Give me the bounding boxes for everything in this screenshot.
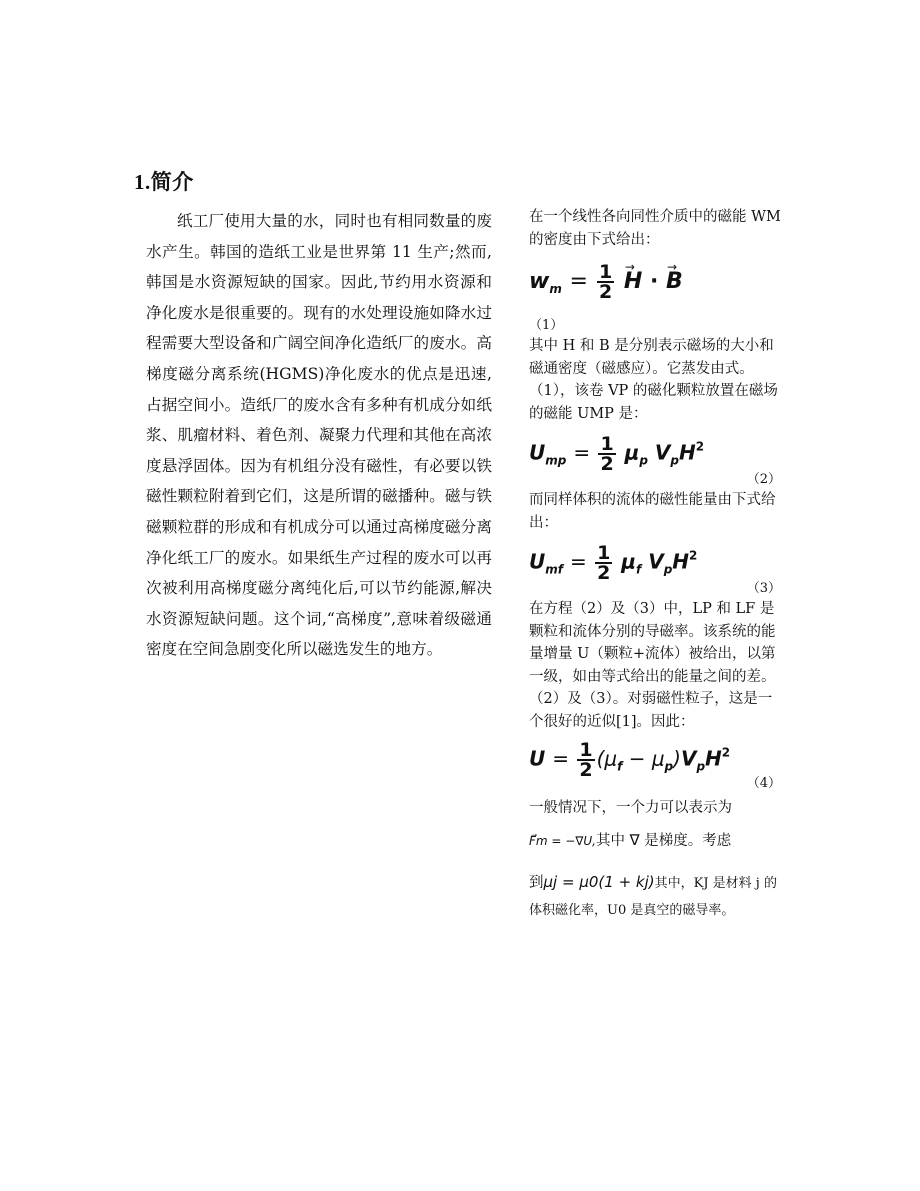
paragraph-magnetic-particle: 其中 H 和 B 是分别表示磁场的大小和磁通密度（磁感应）。它蒸发由式。（1），该卷 VP 的磁化颗粒放置在磁场的磁能 UMP 是： (529, 338, 778, 422)
eq1-vector-h: → H (624, 271, 642, 294)
eq3-num: 1 (597, 542, 611, 564)
paragraph-force-expression (529, 826, 781, 855)
eq1-lhs-sub: m (549, 282, 562, 296)
eq3-mu: μ (621, 549, 636, 574)
equation-3: $U_{mf}$ = $\frac{1}{2}$ $\mu_f$ $V_pH^2$ (529, 542, 698, 584)
eq2-mu: μ (624, 440, 640, 465)
equation-1: $w_m$ = $\frac{1}{2}$ → H · → B (529, 263, 781, 307)
force-expression: F⃗m = −∇U, (529, 833, 596, 848)
eq4-minus: − μ (622, 746, 665, 771)
eq3-lhs: U (529, 549, 546, 574)
force-text-a: 一般情况下，一个力可以表示为 (529, 800, 732, 816)
eq1-den: 2 (598, 281, 613, 303)
eq4-den: 2 (579, 759, 593, 781)
paragraph-force (529, 797, 781, 820)
eq2-v-sub: p (670, 453, 679, 468)
eq3-mu-sub: f (636, 562, 642, 577)
equation-3-number: （3） (746, 581, 781, 596)
eq3-lhs-sub: mf (545, 562, 563, 577)
permeability-text-a: 到 (529, 874, 544, 891)
eq3-h: H (672, 549, 690, 574)
eq3-den: 2 (597, 562, 611, 584)
eq2-v: V (654, 440, 671, 465)
permeability-expression: μj = μ0(1 + kj) (543, 872, 655, 891)
eq4-h: H (705, 746, 722, 771)
eq1-vector-b: → B (666, 271, 683, 294)
eq4-close: ) (673, 746, 681, 771)
nabla-symbol: ∇ (629, 830, 640, 849)
eq2-h: H (679, 440, 696, 465)
eq4-num: 1 (579, 739, 593, 761)
left-column (146, 206, 492, 665)
force-text-c: 是梯度。考虑 (644, 832, 732, 849)
eq4-v: V (680, 746, 697, 771)
eq1-fraction (597, 263, 614, 301)
eq3-v-sub: p (663, 562, 673, 577)
eq3-v: V (648, 549, 664, 574)
eq4-mu-p-sub: p (664, 759, 674, 774)
eq2-lhs-sub: mp (545, 453, 567, 468)
eq4-mu-f-sub: f (617, 759, 623, 774)
right-column (529, 206, 781, 924)
section-heading: 1.简介 (134, 170, 194, 194)
paragraph-fluid-energy: 而同样体积的流体的磁性能量由下式给出： (529, 492, 776, 531)
eq4-open: (μ (596, 746, 618, 771)
equation-4: U = $\frac{1}{2}$ $(\mu_f - \mu_p)V_pH^2$ (529, 739, 731, 781)
eq1-lhs: w (529, 269, 550, 294)
eq4-v-sub: p (696, 759, 706, 774)
equation-2: $U_{mp}$ = $\frac{1}{2}$ $\mu_p$ $V_pH^2$ (529, 433, 705, 475)
paragraph-energy-density: 在一个线性各向同性介质中的磁能 WM 的密度由下式给出： (529, 209, 781, 248)
eq2-mu-sub: p (639, 453, 648, 468)
eq3-fraction (595, 544, 612, 582)
eq2-num: 1 (600, 433, 614, 455)
eq2-lhs: U (529, 440, 546, 465)
eq4-fraction (577, 741, 594, 779)
equation-1-number: （1） (529, 318, 564, 333)
equation-4-number: （4） (746, 776, 781, 791)
intro-paragraph: 纸工厂使用大量的水，同时也有相同数量的废水产生。韩国的造纸工业是世界第 11 生产;然而,韩国是水资源短缺的国家。因此,节约用水资源和净化废水是很重要的。现有的水处理设施如降水过程需要大型设备和广阔空间净化造纸厂的废水。高梯度磁分离系统(HGMS)净化废水的优点是迅速,占据空间小。造纸厂的废水含有多种有机成分如纸浆、肌瘤材料、着色剂、凝聚力代理和其他在高浓度悬浮固体。因为有机组分没有磁性，有必要以铁磁性颗粒附着到它们，这是所谓的磁播种。磁与铁磁颗粒群的形成和有机成分可以通过高梯度磁分离净化纸工厂的废水。如果纸生产过程的废水可以再次被利用高梯度磁分离纯化后,可以节约能源,解决水资源短缺问题。这个词,“高梯度”,意味着级磁通密度在空间急剧变化所以磁选发生的地方。 (146, 212, 492, 659)
equation-2-number: （2） (746, 472, 781, 487)
eq1-num: 1 (598, 261, 613, 283)
eq4-lhs: U (529, 746, 546, 771)
eq4-exp: 2 (721, 745, 731, 760)
paragraph-energy-increment: 在方程（2）及（3）中，LP 和 LF 是颗粒和流体分别的导磁率。该系统的能量增量 U（颗粒+流体）被给出，以第一级，如由等式给出的能量之间的差。 （2）及（3）。对弱磁性粒子，这是一个很好的近似[1]。因此： (529, 601, 776, 730)
eq1-dot: · (649, 269, 659, 294)
paragraph-permeability (529, 869, 781, 924)
eq2-fraction (598, 435, 615, 473)
eq3-exp: 2 (689, 548, 698, 563)
eq2-den: 2 (600, 453, 614, 475)
force-text-b: 其中 (595, 832, 625, 849)
eq2-exp: 2 (695, 439, 705, 454)
permeability-text-b: 其中，KJ 是材料 j 的体积磁化率，U0 是真空的磁导率。 (529, 875, 777, 918)
